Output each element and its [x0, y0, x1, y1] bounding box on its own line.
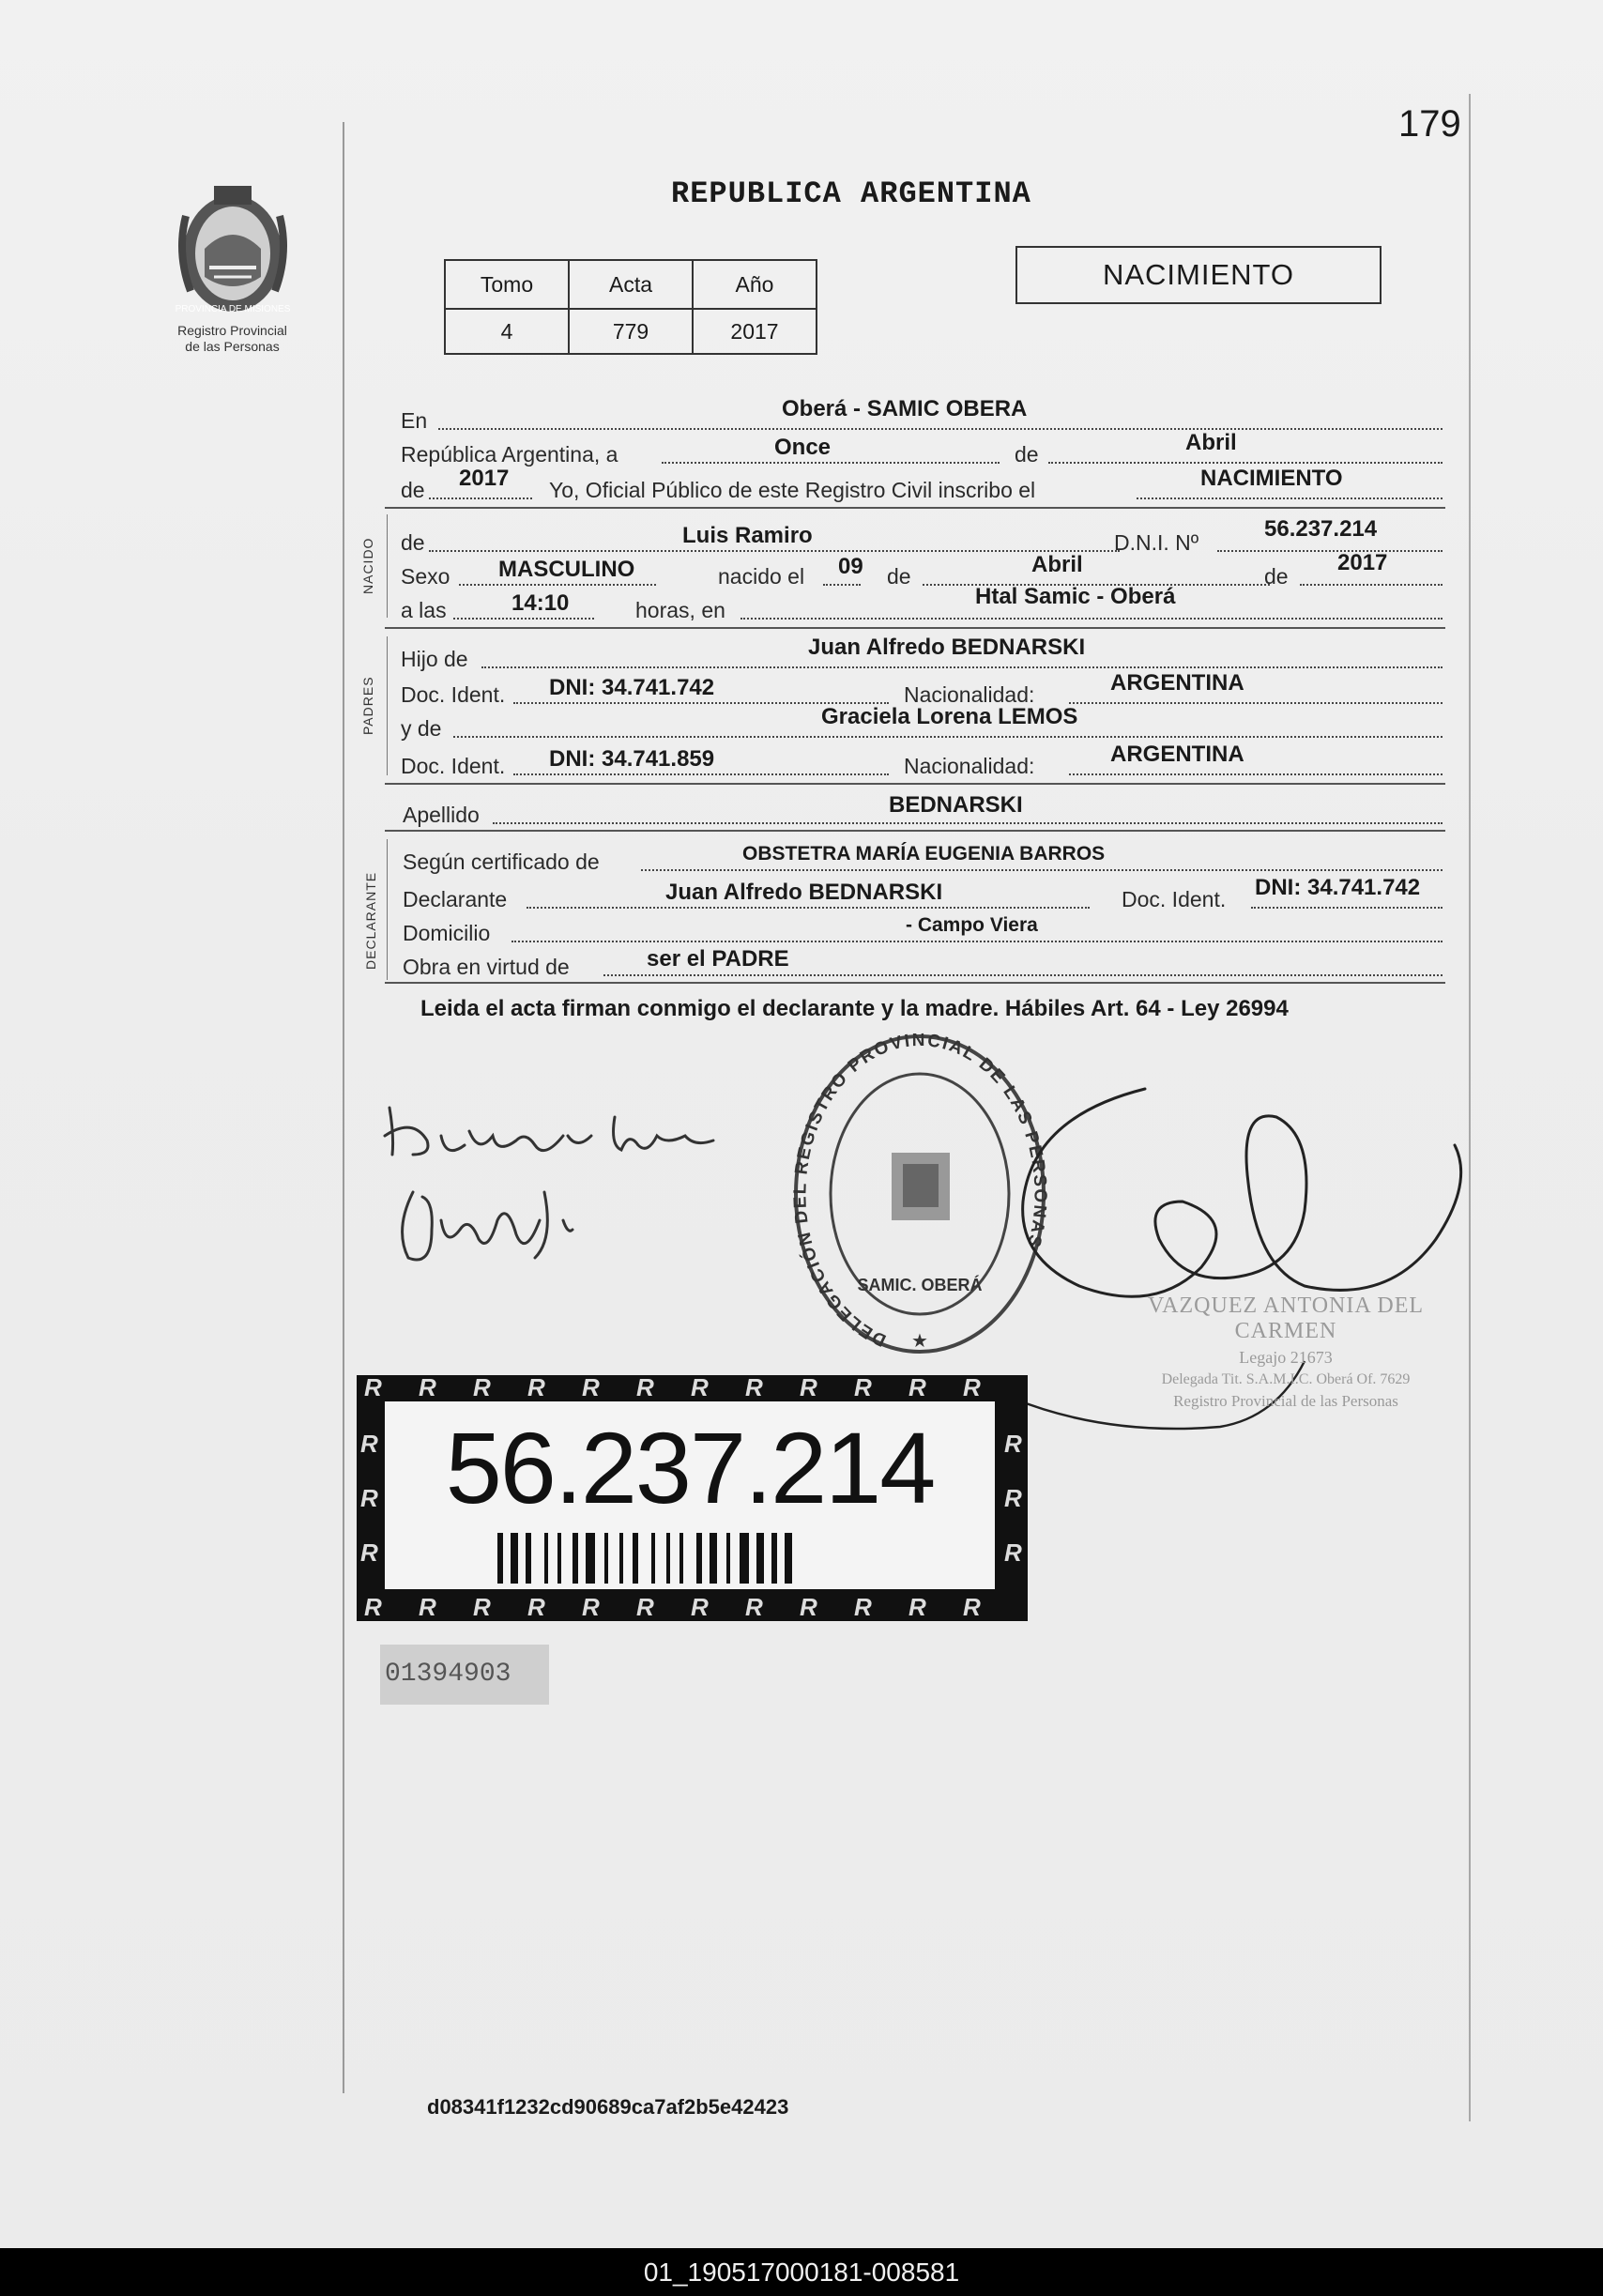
value-madre-nac: ARGENTINA	[1110, 742, 1244, 767]
side-label-declarante: DECLARANTE	[363, 871, 378, 970]
value-hora: 14:10	[511, 590, 570, 616]
value-madre-doc: DNI: 34.741.859	[549, 746, 715, 772]
official-org: Registro Provincial de las Personas	[1173, 1392, 1398, 1410]
barcode-bar	[785, 1533, 792, 1584]
barcode-bar	[544, 1533, 548, 1584]
barcode-bar	[740, 1533, 749, 1584]
value-dia: Once	[774, 435, 832, 460]
barcode-bar	[651, 1533, 655, 1584]
sticker-pattern-glyph: R	[745, 1593, 763, 1621]
sticker-pattern-glyph: R	[963, 1593, 981, 1621]
value-padre-doc: DNI: 34.741.742	[549, 675, 715, 700]
row-apellido: Apellido BEDNARSKI	[401, 798, 1443, 830]
row-sexo: Sexo MASCULINO nacido el 09 de Abril de 2017	[401, 559, 1443, 591]
logo-caption-line1: Registro Provincial	[177, 323, 287, 338]
barcode-bar	[696, 1533, 702, 1584]
side-label-padres: PADRES	[360, 676, 375, 735]
barcode-bar	[557, 1533, 561, 1584]
left-margin-rule	[343, 122, 344, 2093]
barcode-bar	[572, 1533, 578, 1584]
closing-text: Leida el acta firman conmigo el declarante y la madre. Hábiles Art. 64 - Ley 26994	[420, 996, 1289, 1021]
official-seal-block	[1107, 1293, 1464, 1411]
value-nac-anio: 2017	[1337, 550, 1388, 575]
sticker-pattern-glyph: R	[691, 1375, 709, 1401]
barcode-bar	[756, 1533, 764, 1584]
svg-text:★: ★	[911, 1331, 928, 1352]
sticker-pattern-glyph: R	[527, 1593, 545, 1621]
value-mes: Abril	[1185, 430, 1237, 455]
barcode-bar	[586, 1533, 595, 1584]
sticker-pattern-glyph: R	[745, 1375, 763, 1401]
row-en	[401, 396, 1443, 436]
ref-value-anio: 2017	[693, 309, 817, 354]
row-nombre: de Luis Ramiro D.N.I. Nº 56.237.214	[401, 526, 1443, 558]
row-declarante: Declarante Juan Alfredo BEDNARSKI Doc. Ident. DNI: 34.741.742	[401, 882, 1443, 914]
sticker-pattern-glyph: R	[1004, 1538, 1022, 1567]
barcode-bar	[604, 1533, 608, 1584]
sticker-pattern-glyph: R	[1004, 1430, 1022, 1458]
sticker-pattern-glyph: R	[963, 1375, 981, 1401]
row-madre: y de Graciela Lorena LEMOS	[401, 712, 1443, 743]
official-legajo: Legajo 21673	[1239, 1348, 1333, 1367]
sticker-pattern-glyph: R	[364, 1375, 382, 1401]
label-en: En	[401, 408, 428, 433]
row-padre-doc: Doc. Ident. DNI: 34.741.742 Nacionalidad: ARGENTINA	[401, 678, 1443, 710]
sticker-pattern-glyph: R	[636, 1593, 654, 1621]
barcode-bar	[526, 1533, 531, 1584]
value-declarante: Juan Alfredo BEDNARSKI	[665, 880, 943, 905]
official-name: VAZQUEZ ANTONIA DEL CARMEN	[1147, 1293, 1425, 1343]
signatures-image	[375, 1079, 807, 1286]
svg-text:SAMIC. OBERÁ: SAMIC. OBERÁ	[857, 1276, 983, 1294]
svg-text:PROVINCIA DE MISIONES: PROVINCIA DE MISIONES	[175, 304, 290, 314]
value-en: Oberá - SAMIC OBERA	[782, 396, 1028, 421]
sticker-pattern-glyph: R	[636, 1375, 654, 1401]
sticker-pattern-glyph: R	[800, 1375, 817, 1401]
sticker-pattern-glyph: R	[419, 1593, 436, 1621]
row-hora: a las 14:10 horas, en Htal Samic - Oberá	[401, 593, 1443, 625]
barcode-bar	[679, 1533, 683, 1584]
row-obra: Obra en virtud de ser el PADRE	[401, 950, 1443, 982]
side-label-nacido: NACIDO	[360, 537, 375, 594]
province-logo	[150, 178, 314, 355]
value-domicilio: - Campo Viera	[906, 914, 1038, 936]
country-title: REPUBLICA ARGENTINA	[671, 176, 1031, 211]
value-sexo: MASCULINO	[498, 557, 635, 582]
barcode-bar	[710, 1533, 717, 1584]
sticker-pattern-glyph: R	[908, 1375, 926, 1401]
sticker-pattern-glyph: R	[527, 1375, 545, 1401]
serial-stamp: 01394903	[380, 1645, 549, 1705]
value-madre: Graciela Lorena LEMOS	[821, 704, 1078, 729]
barcode-bar	[726, 1533, 730, 1584]
value-padre: Juan Alfredo BEDNARSKI	[808, 635, 1086, 660]
coat-of-arms-icon	[172, 178, 294, 319]
reference-table	[444, 259, 817, 355]
sticker-pattern-glyph: R	[691, 1593, 709, 1621]
sticker-pattern-glyph: R	[364, 1593, 382, 1621]
record-type-box: NACIMIENTO	[1015, 246, 1382, 304]
row-madre-doc: Doc. Ident. DNI: 34.741.859 Nacionalidad: ARGENTINA	[401, 749, 1443, 781]
sticker-pattern-glyph: R	[360, 1430, 378, 1458]
sticker-pattern-glyph: R	[473, 1593, 491, 1621]
barcode-label	[385, 1401, 995, 1589]
barcode-bar	[666, 1533, 670, 1584]
barcode-bar	[771, 1533, 777, 1584]
barcode-bar	[497, 1533, 503, 1584]
value-obra: ser el PADRE	[647, 946, 789, 972]
value-decl-doc: DNI: 34.741.742	[1255, 875, 1421, 900]
sticker-pattern-glyph: R	[908, 1593, 926, 1621]
row-domicilio: Domicilio - Campo Viera	[401, 916, 1443, 948]
value-certificado: OBSTETRA MARÍA EUGENIA BARROS	[742, 843, 1106, 865]
logo-caption-line2: de las Personas	[185, 339, 280, 354]
barcode-sticker	[357, 1375, 1028, 1621]
sticker-pattern-glyph: R	[419, 1375, 436, 1401]
barcode-bar	[511, 1533, 518, 1584]
ref-header-acta: Acta	[569, 260, 693, 309]
ref-value-tomo: 4	[445, 309, 569, 354]
value-lugar: Htal Samic - Oberá	[975, 584, 1176, 609]
barcode-bar	[633, 1533, 638, 1584]
sticker-pattern-glyph: R	[473, 1375, 491, 1401]
value-dni: 56.237.214	[1264, 516, 1378, 542]
value-nac-dia: 09	[838, 554, 863, 579]
barcode-number: 56.237.214	[445, 1411, 935, 1524]
sticker-pattern-glyph: R	[800, 1593, 817, 1621]
official-role: Delegada Tit. S.A.M.I.C. Oberá Of. 7629	[1161, 1371, 1411, 1387]
value-inscribo: NACIMIENTO	[1200, 466, 1343, 491]
value-anio: 2017	[459, 466, 510, 491]
sticker-pattern-glyph: R	[582, 1593, 600, 1621]
row-republica: República Argentina, a Once de Abril	[401, 437, 1443, 469]
page-number: 179	[1398, 103, 1461, 145]
ref-header-anio: Año	[693, 260, 817, 309]
row-certificado: Según certificado de OBSTETRA MARÍA EUGENIA BARROS	[401, 845, 1443, 877]
sticker-pattern-glyph: R	[854, 1375, 872, 1401]
sticker-pattern-glyph: R	[854, 1593, 872, 1621]
svg-text:DELEGACIÓN DEL REGISTRO PROVIN: DELEGACIÓN DEL REGISTRO PROVINCIAL DE LAS PERSONAS	[790, 1033, 1050, 1351]
row-padre: Hijo de Juan Alfredo BEDNARSKI	[401, 642, 1443, 674]
ref-value-acta: 779	[569, 309, 693, 354]
sticker-pattern-glyph: R	[360, 1538, 378, 1567]
sticker-pattern-glyph: R	[582, 1375, 600, 1401]
value-padre-nac: ARGENTINA	[1110, 670, 1244, 696]
footer-filename: 01_190517000181-008581	[0, 2248, 1603, 2296]
value-apellido: BEDNARSKI	[889, 792, 1023, 818]
row-anio: de 2017 Yo, Oficial Público de este Registro Civil inscribo el NACIMIENTO	[401, 473, 1443, 505]
value-nac-mes: Abril	[1031, 552, 1083, 577]
barcode-bars-icon	[497, 1533, 892, 1584]
document-hash: d08341f1232cd90689ca7af2b5e42423	[427, 2095, 789, 2119]
sticker-pattern-glyph: R	[360, 1484, 378, 1512]
sticker-pattern-glyph: R	[1004, 1484, 1022, 1512]
value-nombre: Luis Ramiro	[682, 523, 813, 548]
barcode-bar	[619, 1533, 623, 1584]
ref-header-tomo: Tomo	[445, 260, 569, 309]
